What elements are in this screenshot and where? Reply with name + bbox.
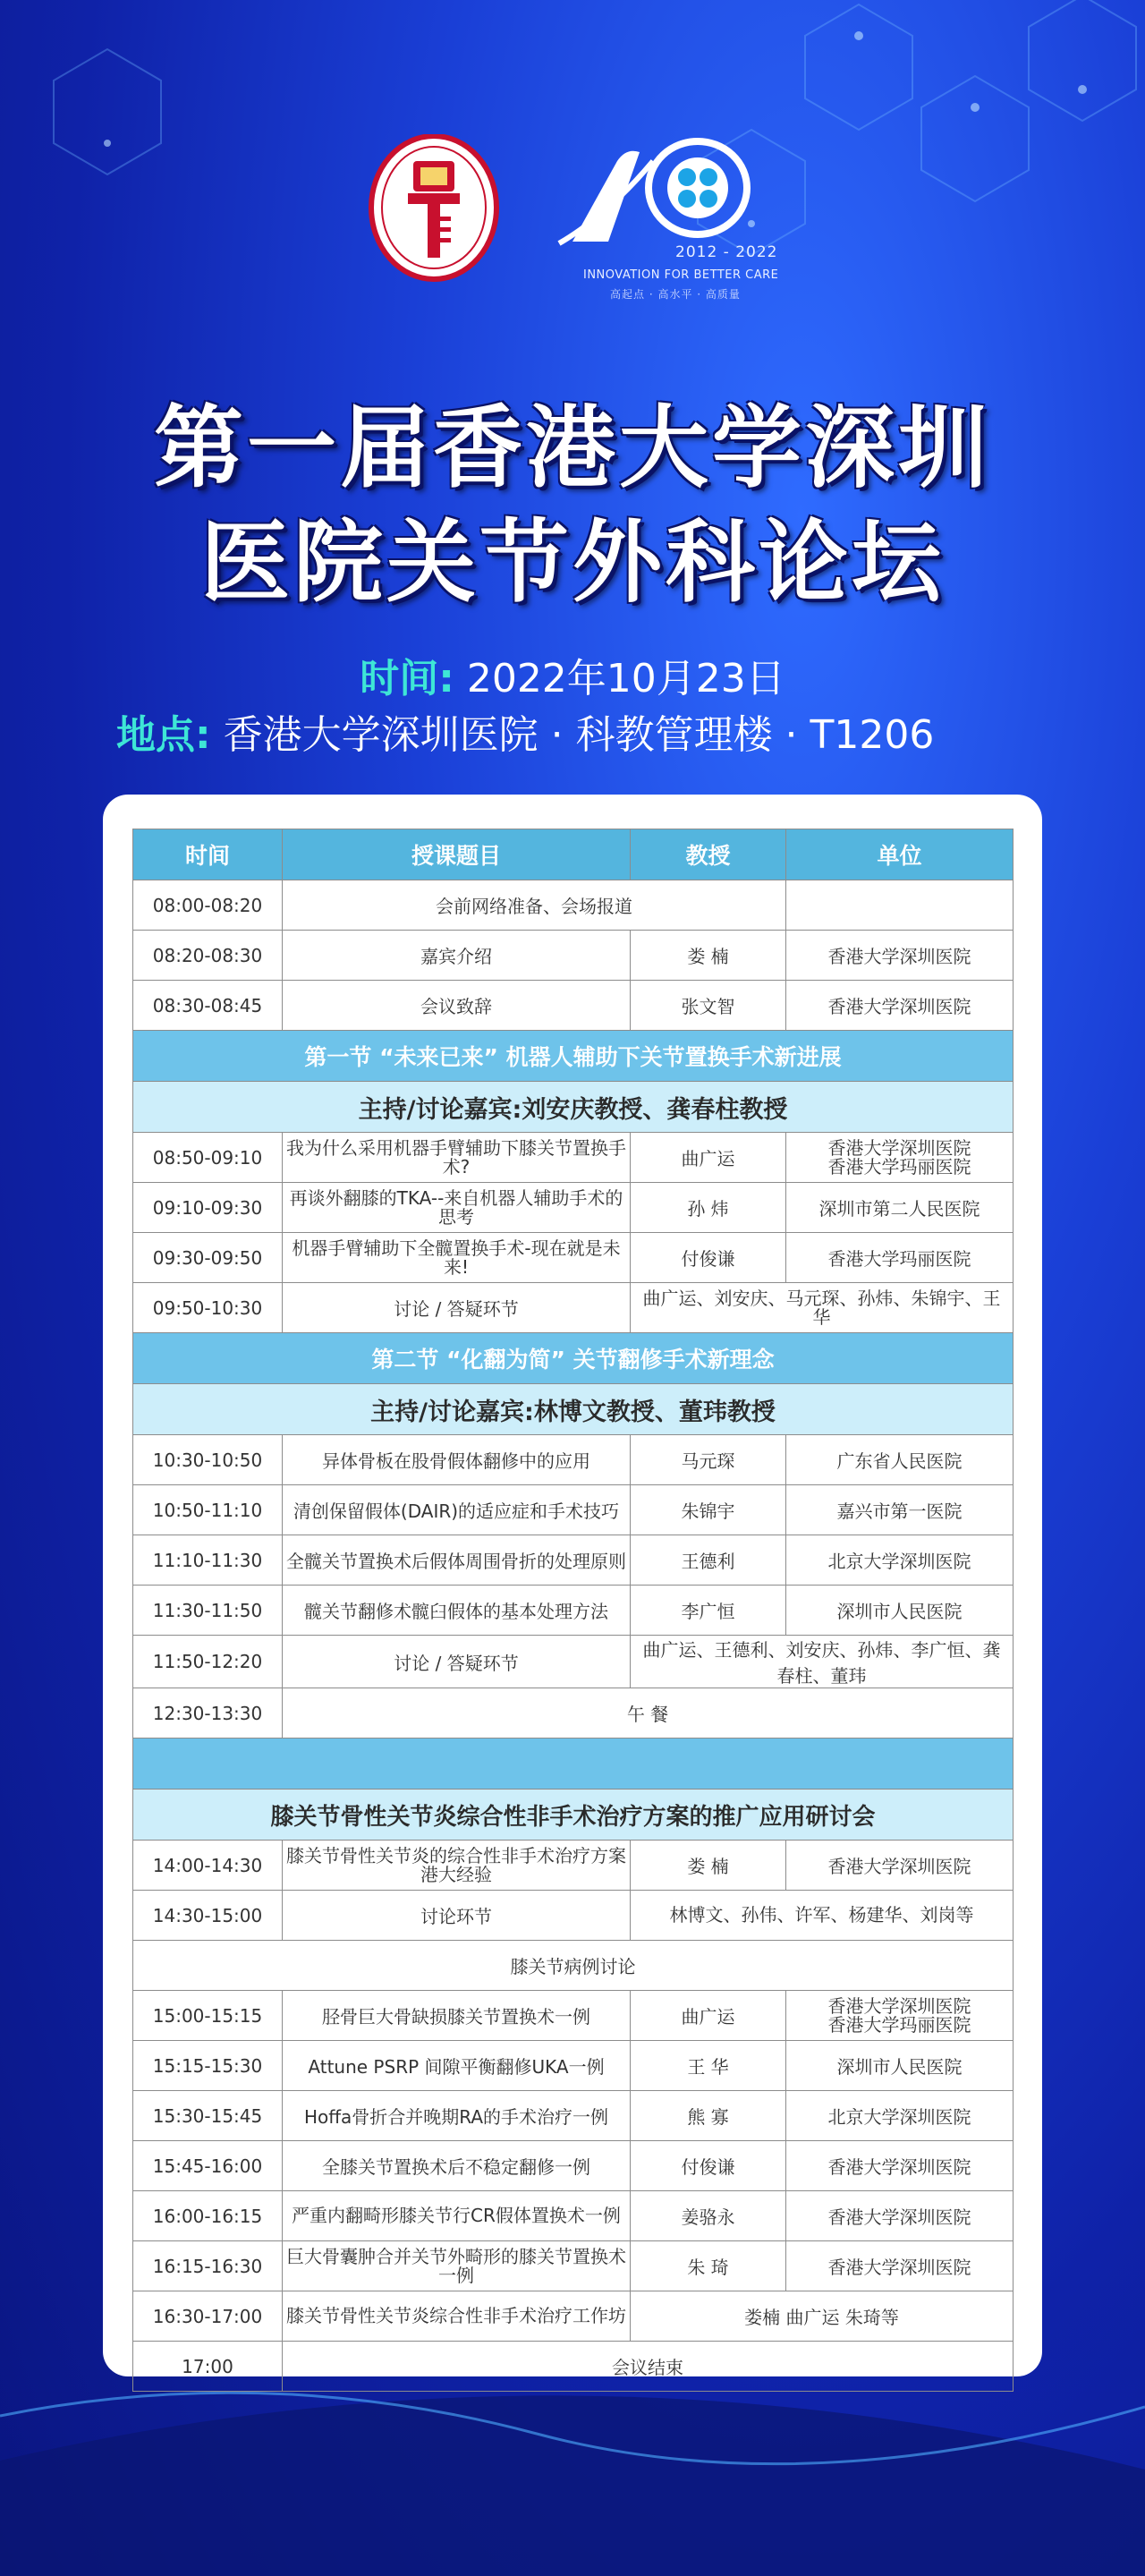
cell-professor: 曲广运 [631,1133,786,1183]
topic-line-1: 膝关节骨性关节炎的综合性非手术治疗方案 [286,1844,626,1866]
time-value: 2022年10月23日 [466,656,785,701]
cell-unit: 香港大学深圳医院 [786,1841,1014,1891]
cell-time: 12:30-13:30 [133,1688,283,1739]
cell-unit: 深圳市第二人民医院 [786,1183,1014,1233]
section-1-host-row [133,1082,1014,1133]
cell-time: 10:30-10:50 [133,1435,283,1485]
unit-line-2: 香港大学玛丽医院 [827,1155,971,1177]
cell-unit: 北京大学深圳医院 [786,2091,1014,2141]
unit-line-2: 香港大学玛丽医院 [827,2013,971,2036]
cell-professor: 熊 寡 [631,2091,786,2141]
logo-years: 2012 - 2022 [675,243,778,261]
event-time [0,646,1145,703]
schedule-table [132,829,1014,2392]
table-row [133,1283,1014,1333]
header-time: 时间 [133,829,283,880]
table-row [133,2342,1014,2392]
header-professor: 教授 [631,829,786,880]
section-spacer-row [133,1739,1014,1790]
cell-professor: 付俊谦 [631,2141,786,2191]
cell-time: 15:00-15:15 [133,1991,283,2041]
table-row [133,931,1014,981]
cell-time: 08:30-08:45 [133,981,283,1031]
cell-professor: 朱锦宇 [631,1485,786,1535]
event-location [116,702,934,760]
cell-topic: 全膝关节置换术后不稳定翻修一例 [283,2141,631,2191]
cell-professor: 娄楠 曲广运 朱琦等 [631,2291,1014,2342]
unit-line-1: 香港大学深圳医院 [827,1136,971,1159]
table-row [133,1233,1014,1283]
cell-unit: 深圳市人民医院 [786,1586,1014,1636]
schedule-card [103,795,1042,2376]
logo-slogan: INNOVATION FOR BETTER CARE [583,268,779,282]
cell-topic: 会前网络准备、会场报道 [283,880,786,931]
cell-time: 14:30-15:00 [133,1891,283,1941]
table-row [133,2041,1014,2091]
cell-time: 15:15-15:30 [133,2041,283,2091]
cell-unit: 香港大学深圳医院 [786,931,1014,981]
cell-unit: 香港大学深圳医院 [786,2241,1014,2291]
table-row [133,1535,1014,1586]
logo-tagline: 高起点 · 高水平 · 高质量 [610,288,741,301]
header-topic: 授课题目 [283,829,631,880]
table-row [133,1133,1014,1183]
table-row [133,2241,1014,2291]
time-label: 时间: [360,656,454,701]
cell-professor: 王德利 [631,1535,786,1586]
cell-unit: 广东省人民医院 [786,1435,1014,1485]
cell-time: 16:00-16:15 [133,2191,283,2241]
section-1-host: 主持/讨论嘉宾:刘安庆教授、龚春柱教授 [133,1082,1014,1133]
place-value: 香港大学深圳医院 · 科教管理楼 · T1206 [223,712,935,758]
table-row [133,2141,1014,2191]
cell-unit: 香港大学深圳医院 [786,2191,1014,2241]
table-row [133,981,1014,1031]
cell-topic: 讨论环节 [283,1891,631,1941]
logo-area [0,134,1145,301]
cell-topic: 胫骨巨大骨缺损膝关节置换术一例 [283,1991,631,2041]
cell-professor: 孙 炜 [631,1183,786,1233]
cell-time: 08:20-08:30 [133,931,283,981]
cell-topic: 讨论 / 答疑环节 [283,1636,631,1688]
cell-unit: 香港大学深圳医院 [786,981,1014,1031]
cell-topic [283,1841,631,1891]
forum-title: 膝关节骨性关节炎综合性非手术治疗方案的推广应用研讨会 [133,1790,1014,1841]
cell-time: 16:30-17:00 [133,2291,283,2342]
cell-time: 15:30-15:45 [133,2091,283,2141]
cell-professor: 林博文、孙伟、许军、杨建华、刘岗等 [631,1891,1014,1941]
cell-topic: 嘉宾介绍 [283,931,631,981]
cell-professor: 付俊谦 [631,1233,786,1283]
cell-time: 16:15-16:30 [133,2241,283,2291]
cell-time: 15:45-16:00 [133,2141,283,2191]
cell-professor: 张文智 [631,981,786,1031]
cell-time: 10:50-11:10 [133,1485,283,1535]
unit-line-1: 香港大学深圳医院 [827,1994,971,2017]
table-row [133,1688,1014,1739]
cell-professor: 马元琛 [631,1435,786,1485]
cell-professor: 娄 楠 [631,1841,786,1891]
cell-professor: 曲广运 [631,1991,786,2041]
table-row [133,1485,1014,1535]
cell-time: 11:50-12:20 [133,1636,283,1688]
cell-topic: 巨大骨囊肿合并关节外畸形的膝关节置换术一例 [283,2241,631,2291]
section-1-title: 第一节 “未来已来” 机器人辅助下关节置换手术新进展 [133,1031,1014,1082]
cell-topic: 异体骨板在股骨假体翻修中的应用 [283,1435,631,1485]
table-row [133,1435,1014,1485]
forum-header-row [133,1790,1014,1841]
table-header-row [133,829,1014,880]
cell-topic: 午 餐 [283,1688,1014,1739]
cell-professor: 曲广运、刘安庆、马元琛、孙炜、朱锦宇、王华 [631,1283,1014,1333]
cell-topic: Hoffa骨折合并晚期RA的手术治疗一例 [283,2091,631,2141]
cell-time: 11:30-11:50 [133,1586,283,1636]
table-row [133,1991,1014,2041]
cell-topic: 膝关节骨性关节炎综合性非手术治疗工作坊 [283,2291,631,2342]
cell-unit [786,1991,1014,2041]
table-row [133,1586,1014,1636]
cell-unit: 深圳市人民医院 [786,2041,1014,2091]
cell-topic: 会议致辞 [283,981,631,1031]
section-spacer [133,1739,1014,1790]
cell-unit [786,1133,1014,1183]
cell-time: 09:30-09:50 [133,1233,283,1283]
title-line-1: 第一届香港大学深圳 [154,395,991,500]
cell-topic: 机器手臂辅助下全髋置换手术-现在就是未来! [283,1233,631,1283]
title-line-2: 医院关节外科论坛 [200,510,945,615]
cell-topic: Attune PSRP 间隙平衡翻修UKA一例 [283,2041,631,2091]
cell-unit: 北京大学深圳医院 [786,1535,1014,1586]
cell-topic: 会议结束 [283,2342,1014,2392]
cell-unit: 香港大学深圳医院 [786,2141,1014,2191]
cell-time: 08:00-08:20 [133,880,283,931]
header-unit: 单位 [786,829,1014,880]
cell-topic: 髋关节翻修术髋臼假体的基本处理方法 [283,1586,631,1636]
section-1-header [133,1031,1014,1082]
place-label: 地点: [116,712,211,758]
cell-topic: 严重内翻畸形膝关节行CR假体置换术一例 [283,2191,631,2241]
cell-topic: 再谈外翻膝的TKA--来自机器人辅助手术的思考 [283,1183,631,1233]
table-row [133,1636,1014,1688]
case-discussion-row [133,1941,1014,1991]
table-row [133,1841,1014,1891]
section-2-header [133,1333,1014,1384]
cell-time: 11:10-11:30 [133,1535,283,1586]
cell-professor: 朱 琦 [631,2241,786,2291]
cell-topic: 全髋关节置换术后假体周围骨折的处理原则 [283,1535,631,1586]
cell-professor: 王 华 [631,2041,786,2091]
topic-line-2: 港大经验 [420,1863,492,1885]
table-row [133,2291,1014,2342]
cell-topic: 我为什么采用机器手臂辅助下膝关节置换手术? [283,1133,631,1183]
section-2-host: 主持/讨论嘉宾:林博文教授、董玮教授 [133,1384,1014,1435]
cell-professor: 娄 楠 [631,931,786,981]
cell-unit: 香港大学玛丽医院 [786,1233,1014,1283]
table-row [133,1891,1014,1941]
cell-topic: 讨论 / 答疑环节 [283,1283,631,1333]
section-2-title: 第二节 “化翻为简” 关节翻修手术新理念 [133,1333,1014,1384]
table-row [133,880,1014,931]
table-row [133,2091,1014,2141]
cell-topic: 清创保留假体(DAIR)的适应症和手术技巧 [283,1485,631,1535]
section-2-host-row [133,1384,1014,1435]
cell-professor: 曲广运、王德利、刘安庆、孙炜、李广恒、龚春柱、董玮 [631,1636,1014,1688]
cell-time: 14:00-14:30 [133,1841,283,1891]
cell-professor: 李广恒 [631,1586,786,1636]
cell-time: 09:50-10:30 [133,1283,283,1333]
cell-unit: 嘉兴市第一医院 [786,1485,1014,1535]
hku-shenzhen-hospital-logo [367,134,501,286]
cell-time: 08:50-09:10 [133,1133,283,1183]
cell-time: 09:10-09:30 [133,1183,283,1233]
cell-unit [786,880,1014,931]
cell-time: 17:00 [133,2342,283,2392]
case-discussion-title: 膝关节病例讨论 [133,1941,1014,1991]
table-row [133,2191,1014,2241]
table-row [133,1183,1014,1233]
cell-professor: 姜骆永 [631,2191,786,2241]
